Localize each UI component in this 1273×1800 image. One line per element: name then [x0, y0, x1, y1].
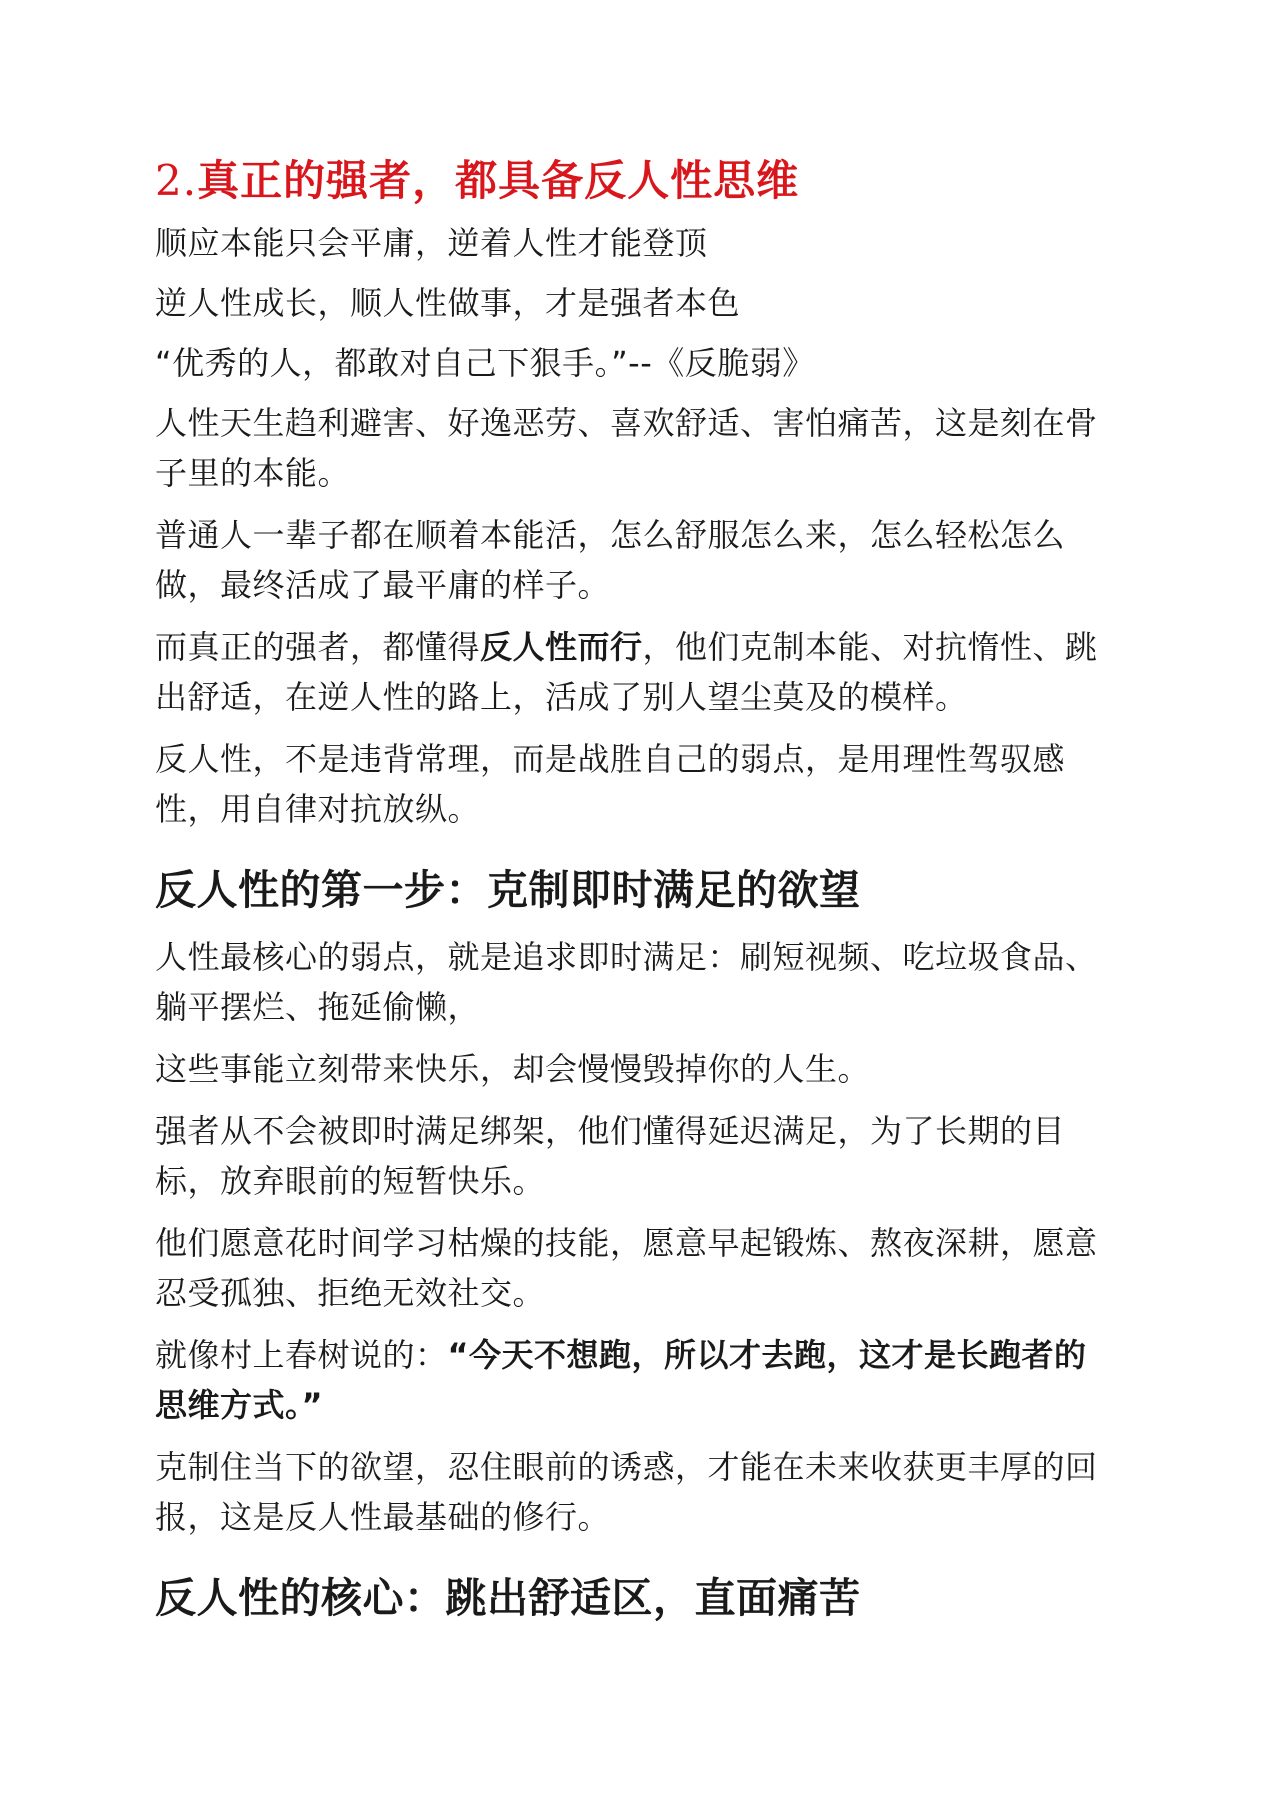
intro-quote: “优秀的人，都敢对自己下狠手。”--《反脆弱》 — [155, 344, 815, 382]
page-title — [155, 150, 1115, 212]
paragraph-basic-practice: 克制住当下的欲望，忍住眼前的诱惑，才能在未来收获更丰厚的回报，这是反人性最基础的修行。 — [155, 1448, 1098, 1536]
title-number: 2. — [155, 156, 198, 205]
paragraph-true-strong-pre: 而真正的强者，都懂得 — [155, 628, 481, 666]
paragraph-human-nature: 人性天生趋利避害、好逸恶劳、喜欢舒适、害怕痛苦，这是刻在骨子里的本能。 — [155, 404, 1098, 492]
intro-line-1: 顺应本能只会平庸，逆着人性才能登顶 — [155, 224, 708, 262]
paragraph-ordinary-people: 普通人一辈子都在顺着本能活，怎么舒服怎么来，怎么轻松怎么做，最终活成了最平庸的样子。 — [155, 516, 1066, 604]
paragraph-instant-gratification: 人性最核心的弱点，就是追求即时满足：刷短视频、吃垃圾食品、躺平摆烂、拖延偷懒， — [155, 938, 1098, 1026]
section-heading-first-step: 反人性的第一步：克制即时满足的欲望 — [155, 866, 861, 914]
paragraph-willing-to-endure: 他们愿意花时间学习枯燥的技能，愿意早起锻炼、熬夜深耕，愿意忍受孤独、拒绝无效社交。 — [155, 1224, 1098, 1312]
murakami-quote-emphasis: “今天不想跑，所以才去跑，这才是长跑者的思维方式。” — [155, 1336, 1087, 1424]
murakami-quote-pre: 就像村上春树说的： — [155, 1336, 448, 1374]
document-page — [155, 150, 1115, 1640]
paragraph-murakami-quote — [155, 1330, 1115, 1430]
intro-line-2: 逆人性成长，顺人性做事，才是强者本色 — [155, 284, 741, 322]
paragraph-true-strong-emphasis: 反人性而行 — [480, 628, 643, 666]
paragraph-ruin-life: 这些事能立刻带来快乐，却会慢慢毁掉你的人生。 — [155, 1050, 871, 1088]
title-text: 真正的强者，都具备反人性思维 — [197, 156, 800, 205]
paragraph-true-strong — [155, 622, 1115, 722]
paragraph-anti-nature-definition: 反人性，不是违背常理，而是战胜自己的弱点，是用理性驾驭感性，用自律对抗放纵。 — [155, 740, 1066, 828]
paragraph-delayed-gratification: 强者从不会被即时满足绑架，他们懂得延迟满足，为了长期的目标，放弃眼前的短暂快乐。 — [155, 1112, 1066, 1200]
paragraph-true-strong-post: ，他们克制本能、对抗惰性、跳出舒适，在逆人性的路上，活成了别人望尘莫及的模样。 — [155, 628, 1098, 716]
section-heading-core: 反人性的核心：跳出舒适区，直面痛苦 — [155, 1574, 861, 1622]
